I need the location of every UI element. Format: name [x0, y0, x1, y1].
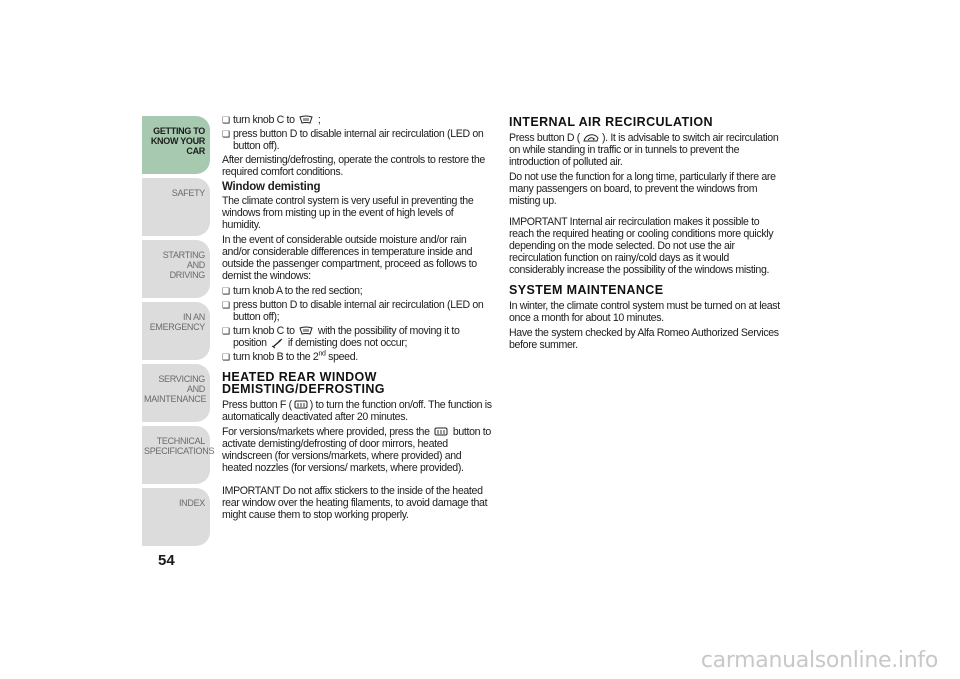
- paragraph: In winter, the climate control system must be turned on at least once a month for about 10 minutes.: [509, 300, 780, 324]
- paragraph: The climate control system is very useful in preventing the windows from misting up in the event of high levels of humidity.: [222, 195, 474, 231]
- paragraph: In the event of considerable outside moisture and/or rain and/or considerable differences in temperature inside and outside the passenger compartment, proceed as follows to demist the windows:: [222, 234, 477, 282]
- tab-label-line1: SERVICING AND: [158, 374, 205, 394]
- rear-window-defrost-icon: [294, 400, 308, 410]
- tab-label-line1: STARTING AND: [162, 250, 205, 270]
- right-column: [509, 116, 781, 354]
- tab-safety[interactable]: [142, 178, 210, 236]
- tab-servicing-and-maintenance[interactable]: [142, 364, 210, 422]
- paragraph: For versions/markets where provided, press the button to activate demisting/defrosting of door mirrors, heated windscreen (for versions/markets, where provided) and heated nozzles (for versions/ markets, where provided).: [222, 426, 491, 474]
- tab-label-line1: GETTING TO: [153, 126, 205, 136]
- tab-label-line2: IN AN EMERGENCY: [149, 312, 205, 332]
- list-item: ❏ turn knob C to ;: [222, 114, 494, 126]
- window-demisting-heading: Window demisting: [222, 181, 321, 193]
- tab-getting-to-know-your-car[interactable]: [142, 116, 210, 174]
- tab-in-an-emergency[interactable]: [142, 302, 210, 360]
- tab-label-line2: MAINTENANCE: [144, 394, 207, 404]
- list-item: ❏ turn knob A to the red section;: [222, 285, 494, 297]
- list-item: ❏ press button D to disable internal air recirculation (LED on button off);: [222, 299, 494, 323]
- tab-index[interactable]: [142, 488, 210, 546]
- heated-rear-window-heading: HEATED REAR WINDOW DEMISTING/DEFROSTING: [222, 370, 385, 396]
- tab-label-line2: DRIVING: [169, 270, 205, 280]
- tab-technical-specifications[interactable]: [142, 426, 215, 484]
- tab-label-line2: INDEX: [178, 498, 205, 508]
- windscreen-feet-icon: [271, 338, 283, 349]
- list-item: ❏ turn knob B to the 2nd speed.: [222, 351, 494, 363]
- air-recirculation-icon: [582, 133, 600, 143]
- paragraph: Do not use the function for a long time, particularly if there are many passengers on board, to prevent the windows from misting up.: [509, 171, 776, 207]
- paragraph: Have the system checked by Alfa Romeo Authorized Services before summer.: [509, 327, 779, 351]
- paragraph: IMPORTANT Do not affix stickers to the inside of the heated rear window over the heating filaments, to avoid damage that might cause them to stop working properly.: [222, 485, 488, 521]
- paragraph: Press button F ( ) to turn the function on/off. The function is automatically deactivated after 20 minutes.: [222, 399, 492, 423]
- list-item: ❏ turn knob C to with the possibility of moving it to position if demisting does not occur;: [222, 325, 494, 349]
- windscreen-defrost-icon: [299, 115, 313, 125]
- tab-label-line2: SAFETY: [171, 188, 205, 198]
- paragraph: After demisting/defrosting, operate the controls to restore the required comfort conditions.: [222, 154, 485, 178]
- tab-starting-and-driving[interactable]: [142, 240, 210, 298]
- internal-air-recirculation-heading: INTERNAL AIR RECIRCULATION: [509, 115, 713, 129]
- system-maintenance-heading: SYSTEM MAINTENANCE: [509, 283, 664, 297]
- left-column: [222, 114, 494, 524]
- paragraph: Press button D ( ). It is advisable to switch air recirculation on while standing in traffic or in tunnels to prevent the introduction of polluted air.: [509, 132, 779, 168]
- rear-window-defrost-icon: [434, 427, 448, 437]
- tab-label-line2: SPECIFICATIONS: [144, 446, 215, 456]
- paragraph: IMPORTANT Internal air recirculation makes it possible to reach the required heating or cooling conditions more quickly depending on the mode selected. Do not use the air recirculation function on rainy/cold days as it would considerably increase the possibility of the windows misting.: [509, 216, 774, 276]
- tab-label-line1: TECHNICAL: [156, 436, 205, 446]
- list-item: ❏ press button D to disable internal air recirculation (LED on button off).: [222, 128, 494, 152]
- tab-label-line2: KNOW YOUR CAR: [150, 136, 205, 156]
- watermark: carmanualsonline.info: [700, 648, 938, 673]
- windscreen-defrost-icon: [299, 326, 313, 336]
- page-number: 54: [158, 552, 175, 569]
